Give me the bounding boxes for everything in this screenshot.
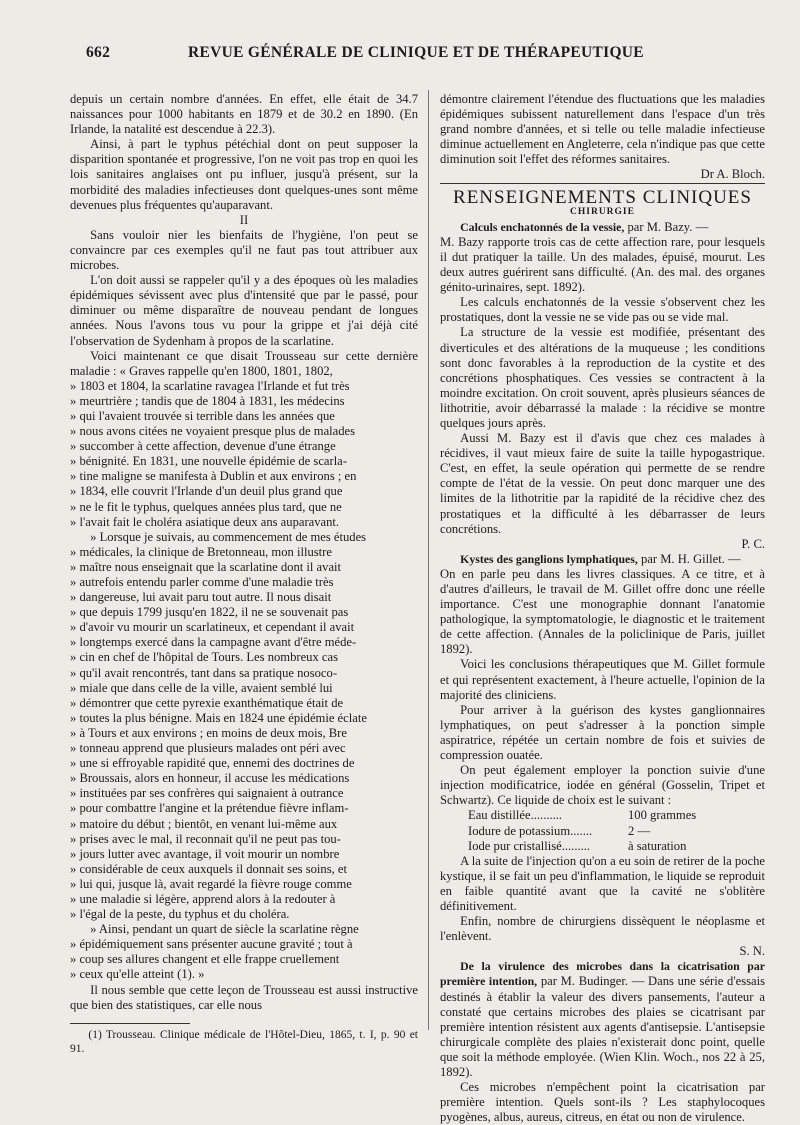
article-heading: [440, 552, 765, 567]
article-title: De la virulence des microbes dans la cicatrisation par première intention,: [440, 959, 765, 989]
paragraph: Pour arriver à la guérison des kystes ganglionnaires lymphatiques, on peut s'adresser à la ponction simple aspiratrice, répétée un certain nombre de fois et suivies de compression ouatée.: [440, 702, 765, 763]
paragraph: depuis un certain nombre d'années. En effet, elle était de 34.7 naissances pour 1000 habitants en 1879 et de 30.2 en 1890. (En Irlande, la natalité est descendue à 22.3).: [70, 92, 418, 137]
quote-line: » maître nous enseignait que la scarlatine dont il avait: [70, 559, 342, 574]
article-title: Kystes des ganglions lymphatiques,: [460, 551, 638, 566]
quote-line: » autrefois entendu parler comme d'une maladie très: [70, 575, 334, 589]
subsection-title: CHIRURGIE: [570, 206, 635, 217]
quote-line: » qui l'avaient trouvée si terrible dans les années que: [70, 408, 335, 423]
formula: [440, 808, 765, 853]
article-title: Calculs enchatonnés de la vessie,: [460, 219, 625, 234]
paragraph: On en parle peu dans les livres classiques. A ce titre, et à d'autres d'ailleurs, le travail de M. Gillet offre donc une réelle importance. C'est une monographie donnant l'anatomie pathologique, la symptomatologie, le diagnostic et le traitement de cette affection. (Annales de la policlinique de Paris, juillet 1892).: [440, 566, 765, 657]
formula-ingredient: Iode pur cristallisé.........: [468, 838, 591, 853]
paragraph: Voici les conclusions thérapeutiques que M. Gillet formule et qui représentent exactement, à l'heure actuelle, l'opinion de la majorité des cliniciens.: [440, 657, 765, 702]
quote-line: » instituées par ses confrères qui saignaient à outrance: [70, 786, 344, 801]
paragraph: Sans vouloir nier les bienfaits de l'hygiène, l'on peut se convaincre par ces exemples qu'il ne faut pas tout attribuer aux microbes.: [70, 227, 418, 273]
signature: P. C.: [741, 536, 765, 551]
quote-line: » lui qui, jusque là, avait regardé la fièvre rouge comme: [70, 876, 352, 891]
article-author: par M. Bazy. —: [627, 219, 709, 234]
signature: Dr A. Bloch.: [700, 167, 765, 182]
paragraph: Aussi M. Bazy est il d'avis que chez ces malades à récidives, il vaut mieux faire de suite la taille hypogastrique. C'est, en effet, la seule opération qui permette de se rendre compte de l'état de la vessie. On peut donc marquer une des limites de la lithotritie par la rapidité de la récidive chez des prostatiques et la difficulté à les débarrasser de leurs concrétions.: [440, 431, 765, 536]
section-number: II: [239, 212, 249, 227]
quote-line: » Lorsque je suivais, au commencement de mes études: [90, 529, 367, 544]
left-column: [70, 92, 418, 1056]
quote-line: » ne le fit le typhus, quelques années plus tard, que ne: [70, 499, 342, 514]
article-heading: [440, 959, 765, 1080]
paragraph: La structure de la vessie est modifiée, présentant des diverticules et des altérations de la muqueuse ; les conditions sont donc favorables à la reproduction de la cystite et des concrétions phosphatiques. Ces vessies se contractent à la moindre excitation. On croit souvent, après plusieurs séances de lithotritie, avoir débarrassé la malade : la récidive se montre quelques jours après.: [440, 325, 765, 430]
quote-line: » pour combattre l'angine et la prétendue fièvre inflam-: [70, 801, 349, 816]
quote-line: » matoire du début ; bientôt, en venant lui-même aux: [70, 816, 338, 831]
quote-line: » une maladie si légère, apprend alors à la redouter à: [70, 891, 336, 906]
quote-line: » prises avec le mal, il reconnait qu'il ne peut pas tou-: [70, 831, 341, 846]
paragraph: Ainsi, à part le typhus pétéchial dont on peut supposer la disparition spontanée et progressive, l'on ne voit pas trop en quoi les lois sanitaires anglaises ont pu influer, jusqu'à présent, sur la morbidité des maladies infectieuses dont quelques-unes sont même devenues plus fréquentes qu'auparavant.: [70, 137, 418, 212]
paragraph: Enfin, nombre de chirurgiens dissèquent le néoplasme et l'enlèvent.: [440, 914, 765, 944]
quote-line: » épidémiquement sans présenter aucune gravité ; tout à: [70, 937, 353, 952]
quote-line: » une si effroyable rapidité que, ennemi des doctrines de: [70, 756, 355, 771]
paragraph: — Dans une série d'essais destinés à établir la valeur des divers pansements, l'auteur a constaté que certains microbes des plaies se cicatrisant par première intention résistent aux agents d'antisepsie. L'antisepsie chirurgicale complète des plaies n'existerait donc point, quelle que soit la méthode employée. (Wien Klin. Woch., nos 22 à 25, 1892).: [440, 974, 765, 1079]
quote-line: » bénignité. En 1831, une nouvelle épidémie de scarla-: [70, 454, 347, 469]
quote-line: » d'avoir vu mourir un scarlatineux, et cependant il avait: [70, 620, 355, 635]
signature: S. N.: [739, 944, 765, 959]
quote-line: » nous avons citées ne voyaient presque plus de malades: [70, 424, 356, 439]
quote-line: » 1803 et 1804, la scarlatine ravagea l'Irlande et fut très: [70, 378, 350, 393]
quote-line: » meurtrière ; tandis que de 1804 à 1831, les médecins: [70, 393, 345, 408]
quote-line: » ceux qu'elle atteint (1). »: [70, 967, 205, 982]
quote-line: » miale que dans celle de la ville, avaient semblé lui: [70, 680, 333, 695]
quote-line: » cin en chef de l'hôpital de Tours. Les nombreux cas: [70, 650, 338, 665]
footnote-rule: [70, 1023, 190, 1024]
paragraph: Il nous semble que cette leçon de Trousseau est aussi instructive que bien des statistiques, car elle nous: [70, 982, 418, 1012]
article-author: par M. H. Gillet. —: [640, 551, 741, 566]
quote-line: » Broussais, alors en honneur, il accuse les médications: [70, 771, 350, 786]
quote-line: » à Tours et aux environs ; en moins de deux mois, Bre: [70, 725, 347, 740]
quote-line: » démontrer que cette pyrexie exanthématique était de: [70, 695, 344, 710]
quote-line: » toutes la plus bénigne. Mais en 1824 une épidémie éclate: [70, 710, 367, 725]
paragraph: Ces microbes n'empêchent point la cicatrisation par première intention. Quels sont-ils ? Les staphylocoques pyogènes, albus, aureus, citreus, en état ou non de virulence.: [440, 1080, 765, 1125]
formula-ingredient: Eau distillée..........: [468, 808, 563, 823]
quote-line: » coup ses allures changent et elle frappe cruellement: [70, 952, 340, 967]
running-title: REVUE GÉNÉRALE DE CLINIQUE ET DE THÉRAPEUTIQUE: [188, 44, 644, 61]
quotation: [70, 379, 418, 983]
formula-ingredient: Iodure de potassium.......: [468, 823, 593, 838]
quote-line: » Ainsi, pendant un quart de siècle la scarlatine règne: [90, 922, 359, 937]
quote-line: » considérable de ceux auxquels il donnait ses soins, et: [70, 861, 347, 876]
formula-quantity: 100 grammes: [628, 808, 697, 823]
quote-line: » tonneau apprend que plusieurs malades ont péri avec: [70, 741, 346, 756]
article-author: par M. Budinger.: [540, 974, 629, 989]
column-divider: [428, 90, 429, 1030]
formula-quantity: à saturation: [628, 838, 687, 853]
quote-line: » tine maligne se manifesta à Dublin et aux environs ; en: [70, 469, 357, 484]
formula-line: [468, 824, 765, 839]
page-number: 662: [86, 44, 111, 61]
paragraph: M. Bazy rapporte trois cas de cette affection rare, pour lesquels il dut pratiquer la taille. Un des malades, épuisé, mourut. Les deux autres guérirent sans difficulté. (An. des mal. des organes génito-urinaires, sept. 1892).: [440, 234, 765, 295]
quote-line: » que depuis 1799 jusqu'en 1822, il ne se souvenait pas: [70, 605, 349, 620]
quote-line: » succomber à cette affection, devenue d'une étrange: [70, 439, 336, 454]
article-heading: [440, 220, 765, 235]
quote-line: » médicales, la clinique de Bretonneau, mon illustre: [70, 544, 332, 559]
section-title: RENSEIGNEMENTS CLINIQUES: [440, 183, 765, 205]
page-header: [86, 44, 776, 66]
paragraph: Les calculs enchatonnés de la vessie s'observent chez les prostatiques, dont la vessie ne se vide pas ou se vide mal.: [440, 295, 765, 325]
quote-line: » qu'il avait rencontrés, tant dans sa pratique nosoco-: [70, 665, 338, 680]
quote-line: » dangereuse, lui avait paru tout autre. Il nous disait: [70, 590, 332, 605]
footnote: (1) Trousseau. Clinique médicale de l'Hôtel-Dieu, 1865, t. I, p. 90 et 91.: [70, 1028, 418, 1055]
paragraph: A la suite de l'injection qu'on a eu soin de retirer de la poche kystique, il se fait un peu d'inflammation, le liquide se reproduit en faible quantité avant que la cavité ne s'oblitère définitivement.: [440, 853, 765, 913]
quote-line: » 1834, elle couvrit l'Irlande d'un deuil plus grand que: [70, 484, 343, 499]
formula-quantity: 2 —: [628, 823, 651, 838]
formula-line: [468, 839, 765, 854]
paragraph: Voici maintenant ce que disait Trousseau sur cette dernière maladie : « Graves rappelle qu'en 1800, 1801, 1802,: [70, 348, 418, 378]
quote-line: » l'avait fait le choléra asiatique deux ans auparavant.: [70, 514, 340, 529]
quote-line: » longtemps exercé dans la campagne avant d'être méde-: [70, 635, 357, 650]
formula-line: [468, 808, 765, 823]
paragraph: On peut également employer la ponction suivie d'une injection modificatrice, iodée en général (Gosselin, Tripet et Schwartz). Ce liquide de choix est le suivant :: [440, 763, 765, 808]
quote-line: » l'égal de la peste, du typhus et du choléra.: [70, 907, 290, 922]
paragraph: L'on doit aussi se rappeler qu'il y a des époques où les maladies épidémiques sévissent avec plus d'intensité que par le passé, pour diminuer ou même disparaître de nouveau pendant de longues années. Nous l'avons tous vu pour la grippe et j'ai déjà cité l'observation de Sydenham à propos de la scarlatine.: [70, 273, 418, 348]
paragraph: démontre clairement l'étendue des fluctuations que les maladies épidémiques subissent naturellement dans l'espace d'un très grand nombre d'années, et si telle ou telle maladie infectieuse diminue actuellement en Angleterre, cela n'indique pas que cette diminution soit l'effet des réformes sanitaires.: [440, 92, 765, 167]
quote-line: » jours lutter avec avantage, il voit mourir un nombre: [70, 846, 340, 861]
right-column: [440, 92, 765, 1125]
